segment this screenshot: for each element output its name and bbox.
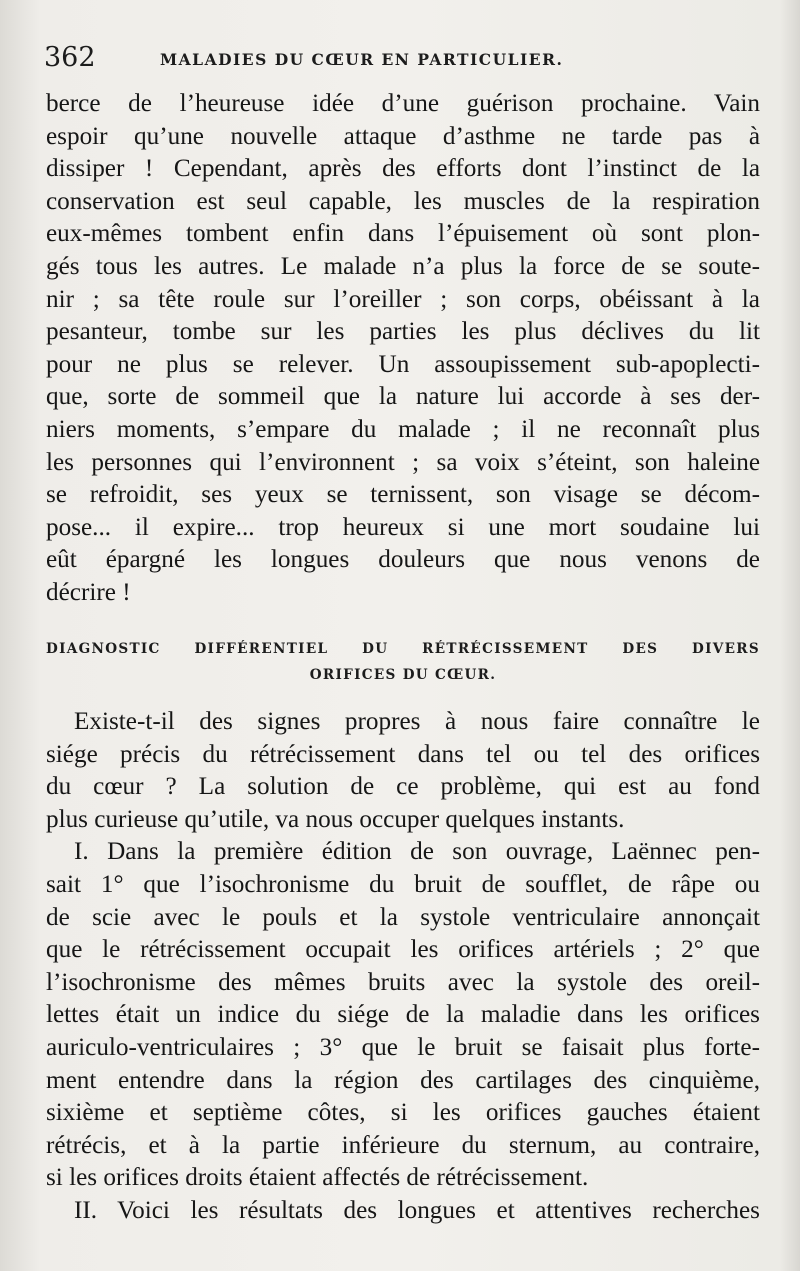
text-line: I. Dans la première édition de son ouvrage, Laënnec pen- [74, 838, 760, 866]
text-line: si les orifices droits étaient affectés de rétrécissement. [46, 1164, 589, 1192]
page-number: 362 [44, 42, 96, 73]
text-line: sait 1° que l’isochronisme du bruit de soufflet, de râpe ou [46, 870, 760, 898]
section-heading [46, 636, 760, 688]
text-line: conservation est seul capable, les muscles de la respiration [46, 187, 760, 215]
text-line: nir ; sa tête roule sur l’oreiller ; son corps, obéissant à la [46, 285, 760, 313]
text-line: rétrécis, et à la partie inférieure du sternum, au contraire, [46, 1131, 760, 1159]
text-line: les personnes qui l’environnent ; sa voix s’éteint, son haleine [46, 448, 760, 476]
text-line: se refroidit, ses yeux se ternissent, son visage se décom- [46, 481, 760, 509]
text-line: siége précis du rétrécissement dans tel ou tel des orifices [46, 740, 760, 768]
text-line: du cœur ? La solution de ce problème, qui est au fond [46, 773, 760, 801]
text-line: Existe-t-il des signes propres à nous faire connaître le [74, 708, 760, 735]
text-line: gés tous les autres. Le malade n’a plus la force de se soute- [46, 252, 760, 280]
text-line: plus curieuse qu’utile, va nous occuper quelques instants. [46, 805, 625, 833]
text-line: berce de l’heureuse idée d’une guérison prochaine. Vain [46, 90, 760, 117]
running-title: MALADIES DU CŒUR EN PARTICULIER. [160, 50, 564, 69]
text-line: l’isochronisme des mêmes bruits avec la systole des oreil- [46, 968, 760, 996]
text-line: dissiper ! Cependant, après des efforts dont l’instinct de la [46, 155, 760, 183]
text-line: ment entendre dans la région des cartilages des cinquième, [46, 1066, 760, 1094]
text-line: sixième et septième côtes, si les orifices gauches étaient [46, 1099, 760, 1127]
section-heading-line: DIAGNOSTIC DIFFÉRENTIEL DU RÉTRÉCISSEMENT DES DIVERS [46, 641, 760, 657]
text-line: lettes était un indice du siége de la maladie dans les orifices [46, 1001, 760, 1029]
section-heading-line: ORIFICES DU CŒUR. [309, 667, 497, 683]
text-line: eux-mêmes tombent enfin dans l’épuisement où sont plon- [46, 220, 760, 248]
text-line: pose... il expire... trop heureux si une mort soudaine lui [46, 513, 760, 541]
text-line: de scie avec le pouls et la systole ventriculaire annonçait [46, 903, 760, 931]
text-line: II. Voici les résultats des longues et attentives recherches [74, 1196, 760, 1224]
text-line: que, sorte de sommeil que la nature lui accorde à ses der- [46, 383, 760, 411]
text-line: auriculo-ventriculaires ; 3° que le bruit se faisait plus forte- [46, 1033, 760, 1061]
text-line: décrire ! [46, 578, 131, 606]
text-line: niers moments, s’empare du malade ; il ne reconnaît plus [46, 415, 760, 443]
text-line: espoir qu’une nouvelle attaque d’asthme ne tarde pas à [46, 122, 760, 150]
page-header [44, 40, 764, 80]
text-line: pour ne plus se relever. Un assoupissement sub-apoplecti- [46, 350, 760, 378]
section-body [46, 706, 760, 1228]
text-line: eût épargné les longues douleurs que nous venons de [46, 546, 760, 574]
text-line: que le rétrécissement occupait les orifices artériels ; 2° que [46, 936, 760, 964]
paragraph-continuation [46, 88, 760, 610]
text-line: pesanteur, tombe sur les parties les plus déclives du lit [46, 318, 760, 346]
